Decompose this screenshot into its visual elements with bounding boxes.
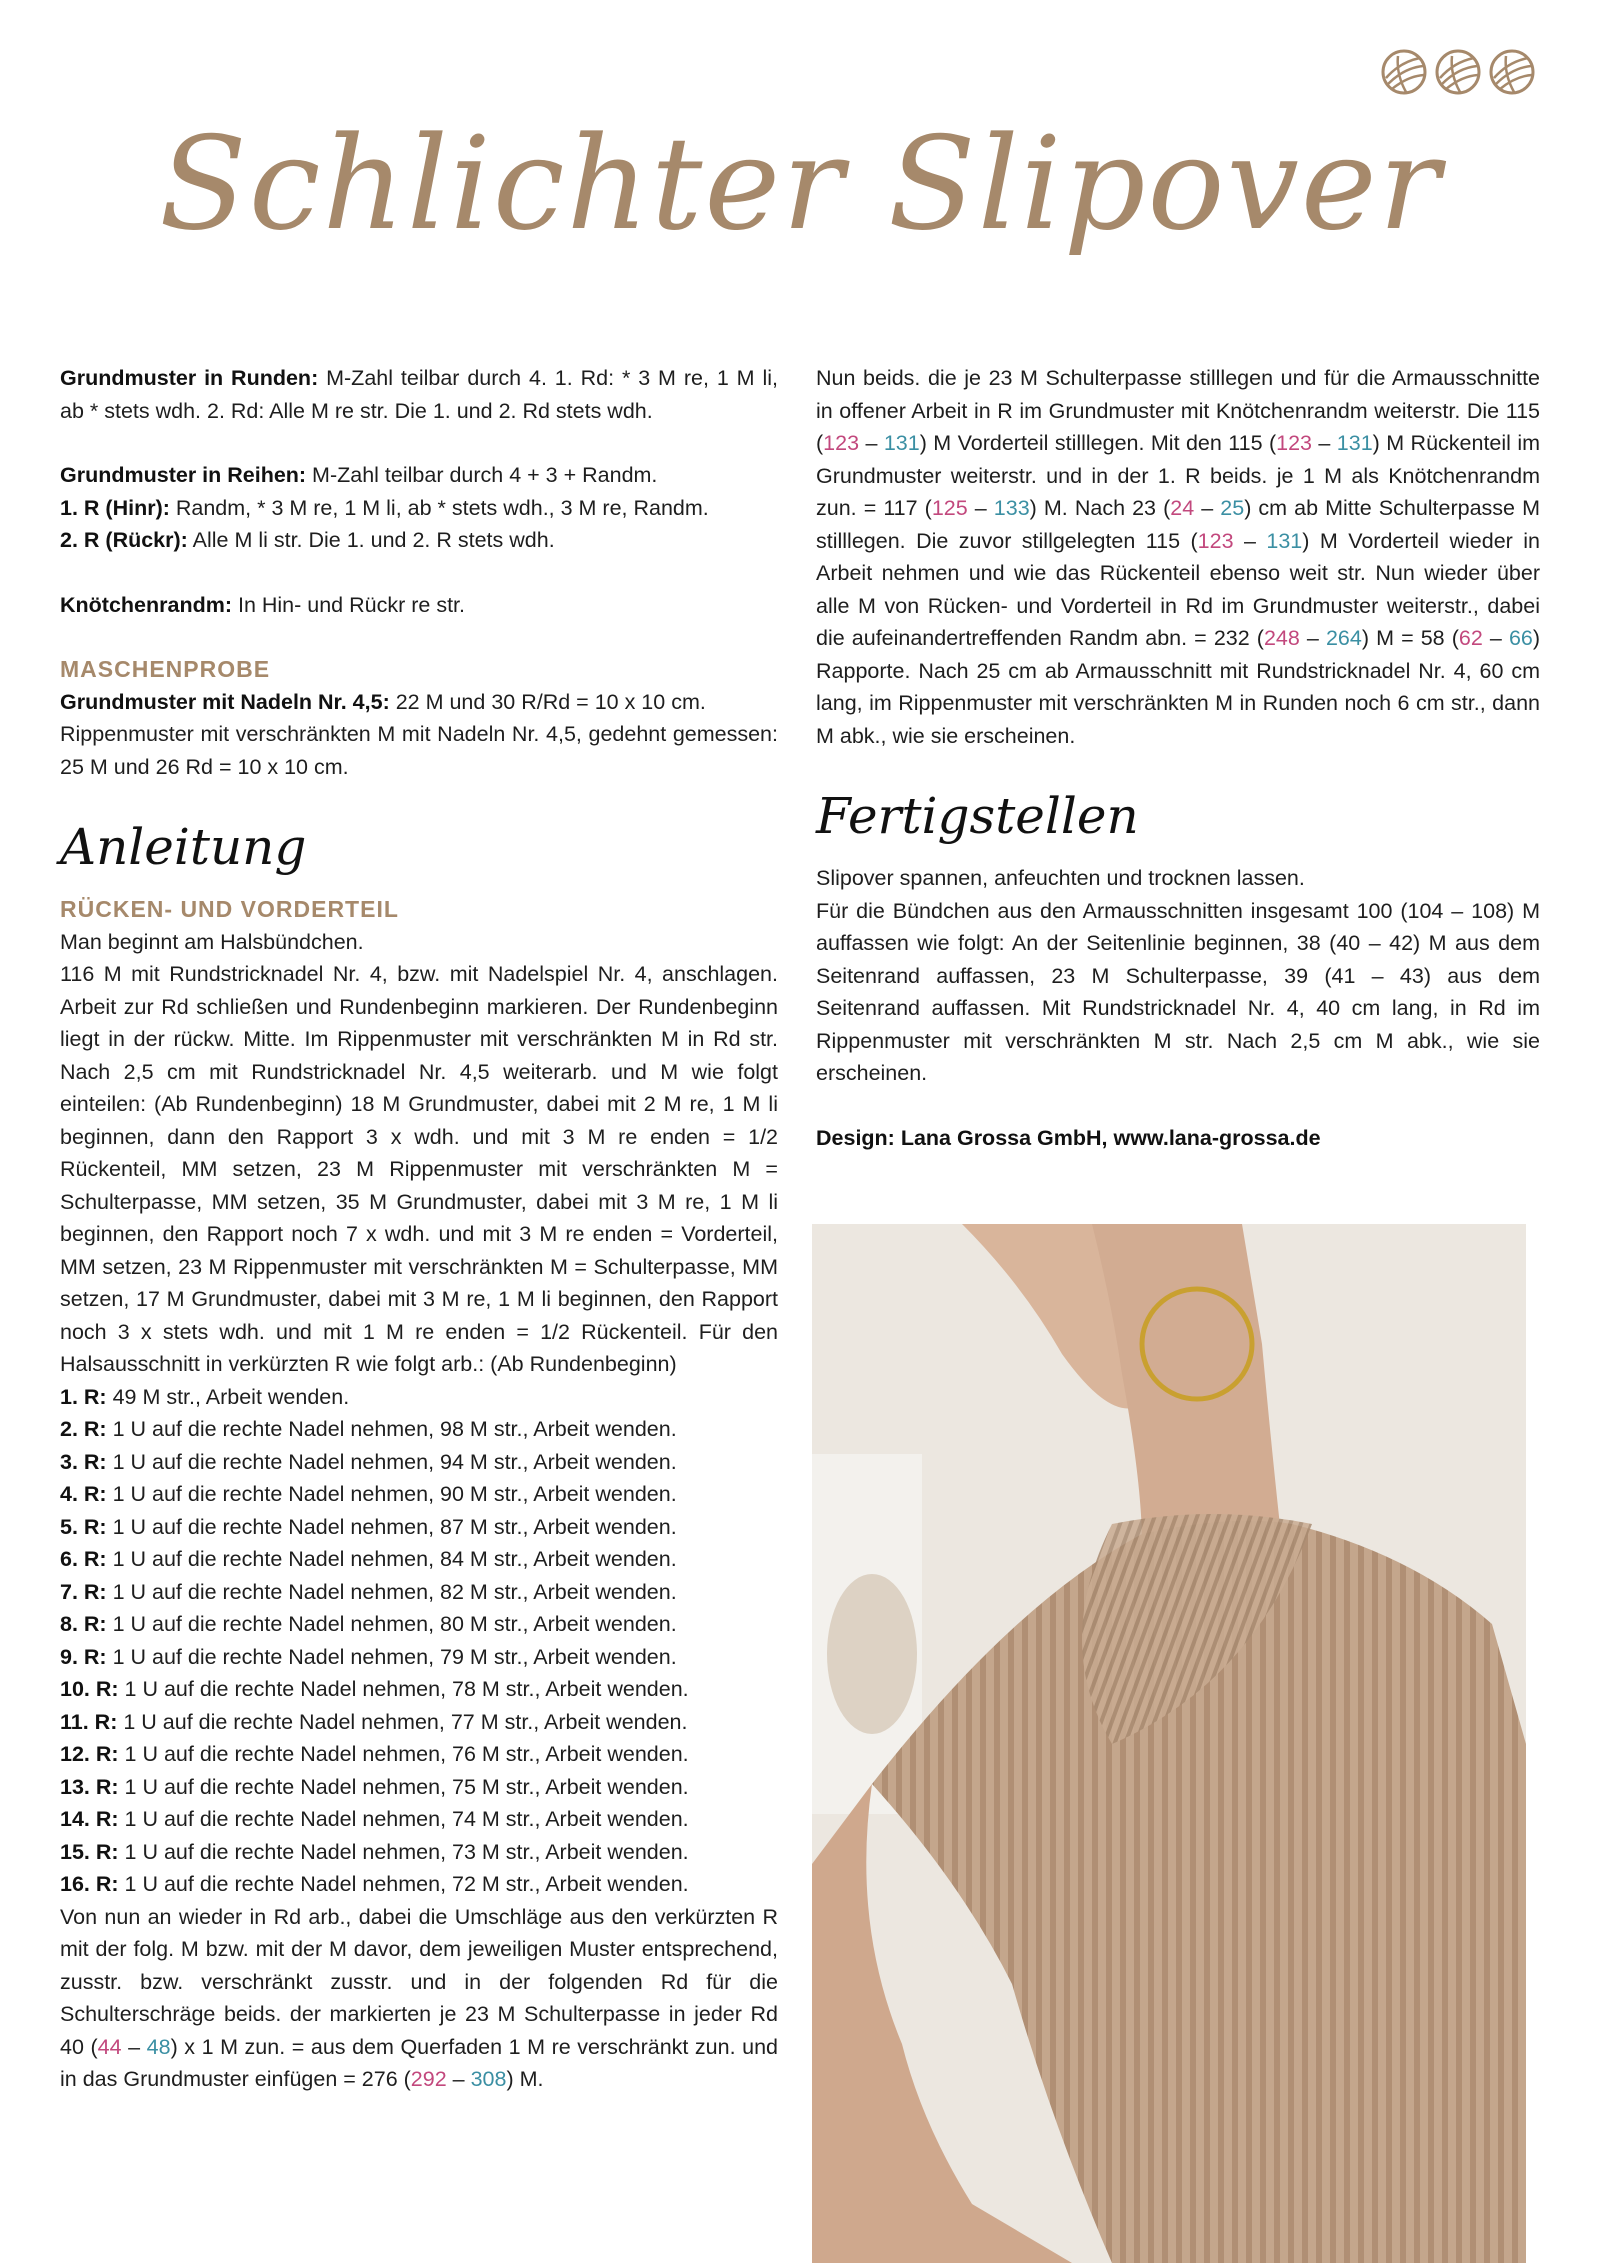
maschenprobe-heading: MASCHENPROBE [60, 656, 271, 682]
short-row: 12. R: 1 U auf die rechte Nadel nehmen, 76 M str., Arbeit wenden. [60, 1742, 689, 1766]
fertigstellen-p1: Slipover spannen, anfeuchten und trocknen lassen. [816, 866, 1305, 890]
ruecken-intro: Man beginnt am Halsbündchen. [60, 929, 364, 954]
short-row: 4. R: 1 U auf die rechte Nadel nehmen, 90 M str., Arbeit wenden. [60, 1482, 677, 1506]
armausschnitt-instructions: Nun beids. die je 23 M Schulterpasse stilllegen und für die Armausschnitte in offener Arbeit in R im Grundmuster mit Knötchenrandm weiterstr. Die 115 (123 – 131) M Vorderteil stilllegen. Mit den 115 (123 – 131) M Rückenteil im Grundmuster weiterstr. und in der 1. R beids. je 1 M als Knötchenrandm zun. = 117 (125 – 133) M. Nach 23 (24 – 25) cm ab Mitte Schulterpasse M stilllegen. Die zuvor stillgelegten 115 (123 – 131) M Vorderteil wieder in Arbeit nehmen und wie das Rückenteil ebenso weit str. Nun wieder über alle M von Rücken- und Vorderteil in Rd im Grundmuster weiterstr., dabei die aufeinandertreffenden Randm abn. = 232 (248 – 264) M = 58 (62 – 66) Rapporte. Nach 25 cm ab Armausschnitt mit Rundstricknadel Nr. 4, 60 cm lang, im Rippenmuster mit verschränkten M in Runden noch 6 cm str., dann M abk., wie sie erscheinen. [816, 366, 1541, 748]
short-row: 15. R: 1 U auf die rechte Nadel nehmen, 73 M str., Arbeit wenden. [60, 1839, 689, 1864]
grundmuster-reihen: Grundmuster in Reihen: M-Zahl teilbar durch 4 + 3 + Randm. [60, 463, 658, 487]
fertigstellen-heading: Fertigstellen [816, 787, 1139, 845]
fertigstellen-p2: Für die Bündchen aus den Armausschnitten insgesamt 100 (104 – 108) M auffassen wie folgt: An der Seitenlinie beginnen, 38 (40 – 42) M aus dem Seitenrand auffassen, 23 M Schulterpasse, 39 (41 – 43) aus dem Seitenrand auffassen. Mit Rundstricknadel Nr. 4, 40 cm lang, in Rd im Rippenmuster mit verschränkten M str. Nach 2,5 cm M abk., wie sie erscheinen. [816, 898, 1540, 1085]
short-row: 11. R: 1 U auf die rechte Nadel nehmen, 77 M str., Arbeit wenden. [60, 1709, 688, 1734]
short-row: 5. R: 1 U auf die rechte Nadel nehmen, 87 M str., Arbeit wenden. [60, 1514, 677, 1539]
reihe-2-rueckr: 2. R (Rückr): Alle M li str. Die 1. und 2. R stets wdh. [60, 528, 555, 552]
difficulty-rating [1380, 48, 1536, 96]
short-row: 7. R: 1 U auf die rechte Nadel nehmen, 82 M str., Arbeit wenden. [60, 1579, 677, 1604]
short-row: 10. R: 1 U auf die rechte Nadel nehmen, 78 M str., Arbeit wenden. [60, 1677, 689, 1701]
maschenprobe-rippenmuster: Rippenmuster mit verschränkten M mit Nadeln Nr. 4,5, gedehnt gemessen: 25 M und 26 Rd = 10 x 10 cm. [60, 722, 778, 779]
short-row: 16. R: 1 U auf die rechte Nadel nehmen, 72 M str., Arbeit wenden. [60, 1872, 689, 1896]
page-title: Schlichter Slipover [159, 110, 1442, 259]
short-rows-list [60, 1381, 778, 1901]
yarn-ball-icon [1380, 48, 1428, 96]
yarn-ball-icon [1488, 48, 1536, 96]
left-column [60, 362, 778, 2096]
short-row: 14. R: 1 U auf die rechte Nadel nehmen, 74 M str., Arbeit wenden. [60, 1807, 689, 1831]
short-row: 3. R: 1 U auf die rechte Nadel nehmen, 94 M str., Arbeit wenden. [60, 1449, 677, 1474]
short-row: 1. R: 49 M str., Arbeit wenden. [60, 1384, 350, 1409]
right-column [816, 362, 1540, 1154]
short-row: 2. R: 1 U auf die rechte Nadel nehmen, 98 M str., Arbeit wenden. [60, 1417, 677, 1441]
slipover-illustration [812, 1224, 1526, 2263]
short-row: 8. R: 1 U auf die rechte Nadel nehmen, 80 M str., Arbeit wenden. [60, 1612, 677, 1636]
ruecken-continuation: Von nun an wieder in Rd arb., dabei die Umschläge aus den verkürzten R mit der folg. M bzw. mit der M davor, dem jeweiligen Muster entsprechend, zusstr. bzw. verschränkt zusstr. und in der folgenden Rd für die Schulterschräge beids. der markierten je 23 M Schulterpasse in jeder Rd 40 (44 – 48) x 1 M zun. = aus dem Querfaden 1 M re verschränkt zun. und in das Grundmuster einfügen = 276 (292 – 308) M. [60, 1904, 778, 2091]
reihe-1-hinr: 1. R (Hinr): Randm, * 3 M re, 1 M li, ab * stets wdh., 3 M re, Randm. [60, 495, 709, 520]
ruecken-vorderteil-heading: RÜCKEN- UND VORDERTEIL [60, 896, 399, 922]
short-row: 13. R: 1 U auf die rechte Nadel nehmen, 75 M str., Arbeit wenden. [60, 1774, 689, 1799]
maschenprobe-grundmuster: Grundmuster mit Nadeln Nr. 4,5: 22 M und 30 R/Rd = 10 x 10 cm. [60, 689, 706, 714]
anleitung-heading: Anleitung [60, 818, 307, 876]
design-credit: Design: Lana Grossa GmbH, www.lana-grossa.de [816, 1125, 1321, 1150]
grundmuster-runden: Grundmuster in Runden: M-Zahl teilbar durch 4. 1. Rd: * 3 M re, 1 M li, ab * stets wdh. 2. Rd: Alle M re str. Die 1. und 2. Rd stets wdh. [60, 366, 778, 423]
yarn-ball-icon [1434, 48, 1482, 96]
short-row: 9. R: 1 U auf die rechte Nadel nehmen, 79 M str., Arbeit wenden. [60, 1644, 677, 1669]
short-row: 6. R: 1 U auf die rechte Nadel nehmen, 84 M str., Arbeit wenden. [60, 1547, 677, 1571]
knoetchenrandm: Knötchenrandm: In Hin- und Rückr re str. [60, 592, 465, 617]
model-photo [812, 1224, 1526, 2263]
ruecken-instructions: 116 M mit Rundstricknadel Nr. 4, bzw. mit Nadelspiel Nr. 4, anschlagen. Arbeit zur Rd schließen und Rundenbeginn markieren. Der Rundenbeginn liegt in der rückw. Mitte. Im Rippenmuster mit verschränkten M in Rd str. Nach 2,5 cm mit Rundstricknadel Nr. 4,5 weiterarb. und M wie folgt einteilen: (Ab Rundenbeginn) 18 M Grundmuster, dabei mit 2 M re, 1 M li beginnen, dann den Rapport 3 x wdh. und mit 3 M re enden = 1/2 Rückenteil, MM setzen, 23 M Rippenmuster mit verschränkten M = Schulterpasse, MM setzen, 35 M Grundmuster, dabei mit 3 M re, 1 M li beginnen, den Rapport noch 7 x wdh. und mit 3 M re enden = Vorderteil, MM setzen, 23 M Rippenmuster mit verschränkten M = Schulterpasse, MM setzen, 17 M Grundmuster, dabei mit 3 M re, 1 M li beginnen, den Rapport noch 3 x stets wdh. und mit 1 M re enden = 1/2 Rückenteil. Für den Halsausschnitt in verkürzten R wie folgt arb.: (Ab Rundenbeginn) [60, 962, 778, 1376]
